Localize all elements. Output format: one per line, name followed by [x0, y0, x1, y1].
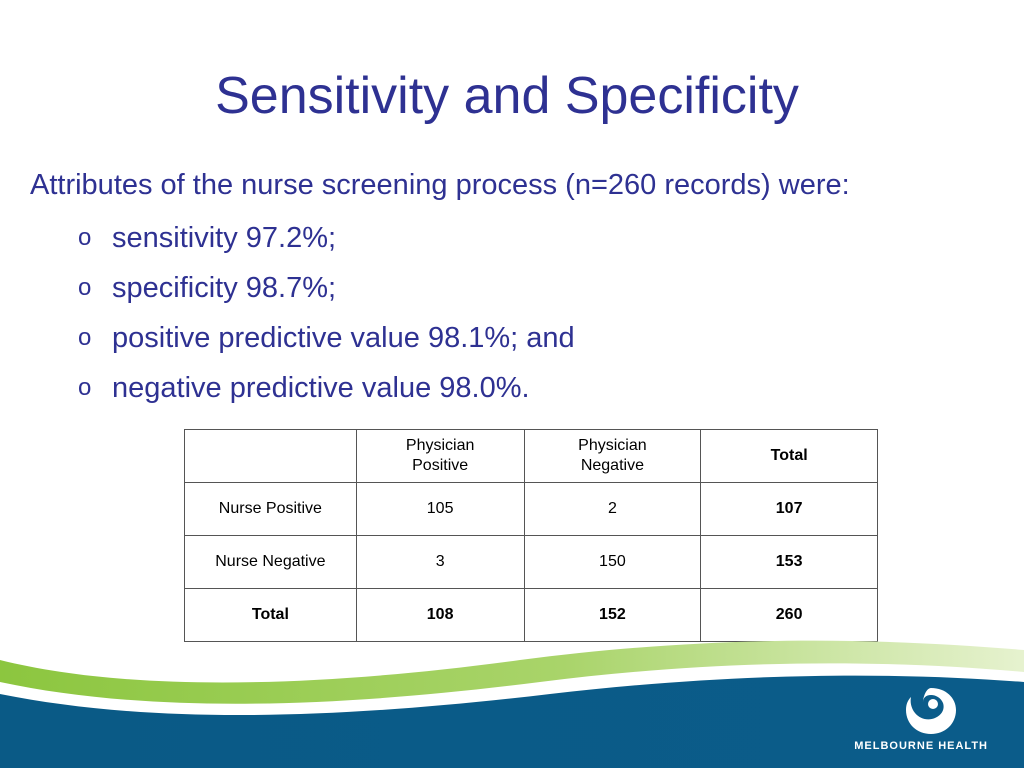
header-physician-positive	[356, 430, 524, 483]
header-total: Total	[701, 430, 878, 483]
header-line: Physician	[405, 437, 475, 454]
bullet-list	[78, 218, 575, 418]
bullet-text: sensitivity 97.2%;	[112, 222, 337, 254]
bullet-marker: o	[78, 374, 92, 401]
bullet-text: specificity 98.7%;	[112, 272, 337, 304]
bullet-marker: o	[78, 324, 92, 351]
row-label: Total	[185, 589, 357, 642]
table-row	[185, 536, 878, 589]
bullet-sensitivity	[78, 218, 575, 268]
table-cell: 3	[356, 536, 524, 589]
row-label: Nurse Positive	[185, 483, 357, 536]
bullet-marker: o	[78, 274, 92, 301]
table-cell: 2	[524, 483, 701, 536]
table-cell: 152	[524, 589, 701, 642]
header-line: Negative	[580, 457, 644, 474]
table-header-row	[185, 430, 878, 483]
bullet-text: negative predictive value 98.0%.	[112, 372, 530, 404]
row-total-cell: 153	[701, 536, 878, 589]
melbourne-health-swirl-icon	[898, 682, 964, 738]
bullet-npv	[78, 368, 575, 418]
row-label: Nurse Negative	[185, 536, 357, 589]
grand-total-cell: 260	[701, 589, 878, 642]
results-table	[184, 429, 878, 642]
slide-title: Sensitivity and Specificity	[215, 67, 799, 125]
table-cell: 150	[524, 536, 701, 589]
table-cell: 105	[356, 483, 524, 536]
table-corner-cell	[185, 430, 357, 483]
header-physician-negative	[524, 430, 701, 483]
header-line: Positive	[412, 457, 469, 474]
bullet-specificity	[78, 268, 575, 318]
table-row	[185, 483, 878, 536]
bullet-ppv	[78, 318, 575, 368]
row-total-cell: 107	[701, 483, 878, 536]
melbourne-health-logo-text: MELBOURNE HEALTH	[854, 740, 988, 752]
bullet-marker: o	[78, 224, 92, 251]
bullet-text: positive predictive value 98.1%; and	[112, 322, 575, 354]
table-cell: 108	[356, 589, 524, 642]
intro-text: Attributes of the nurse screening process (n=260 records) were:	[30, 169, 850, 201]
header-line: Physician	[578, 437, 647, 454]
